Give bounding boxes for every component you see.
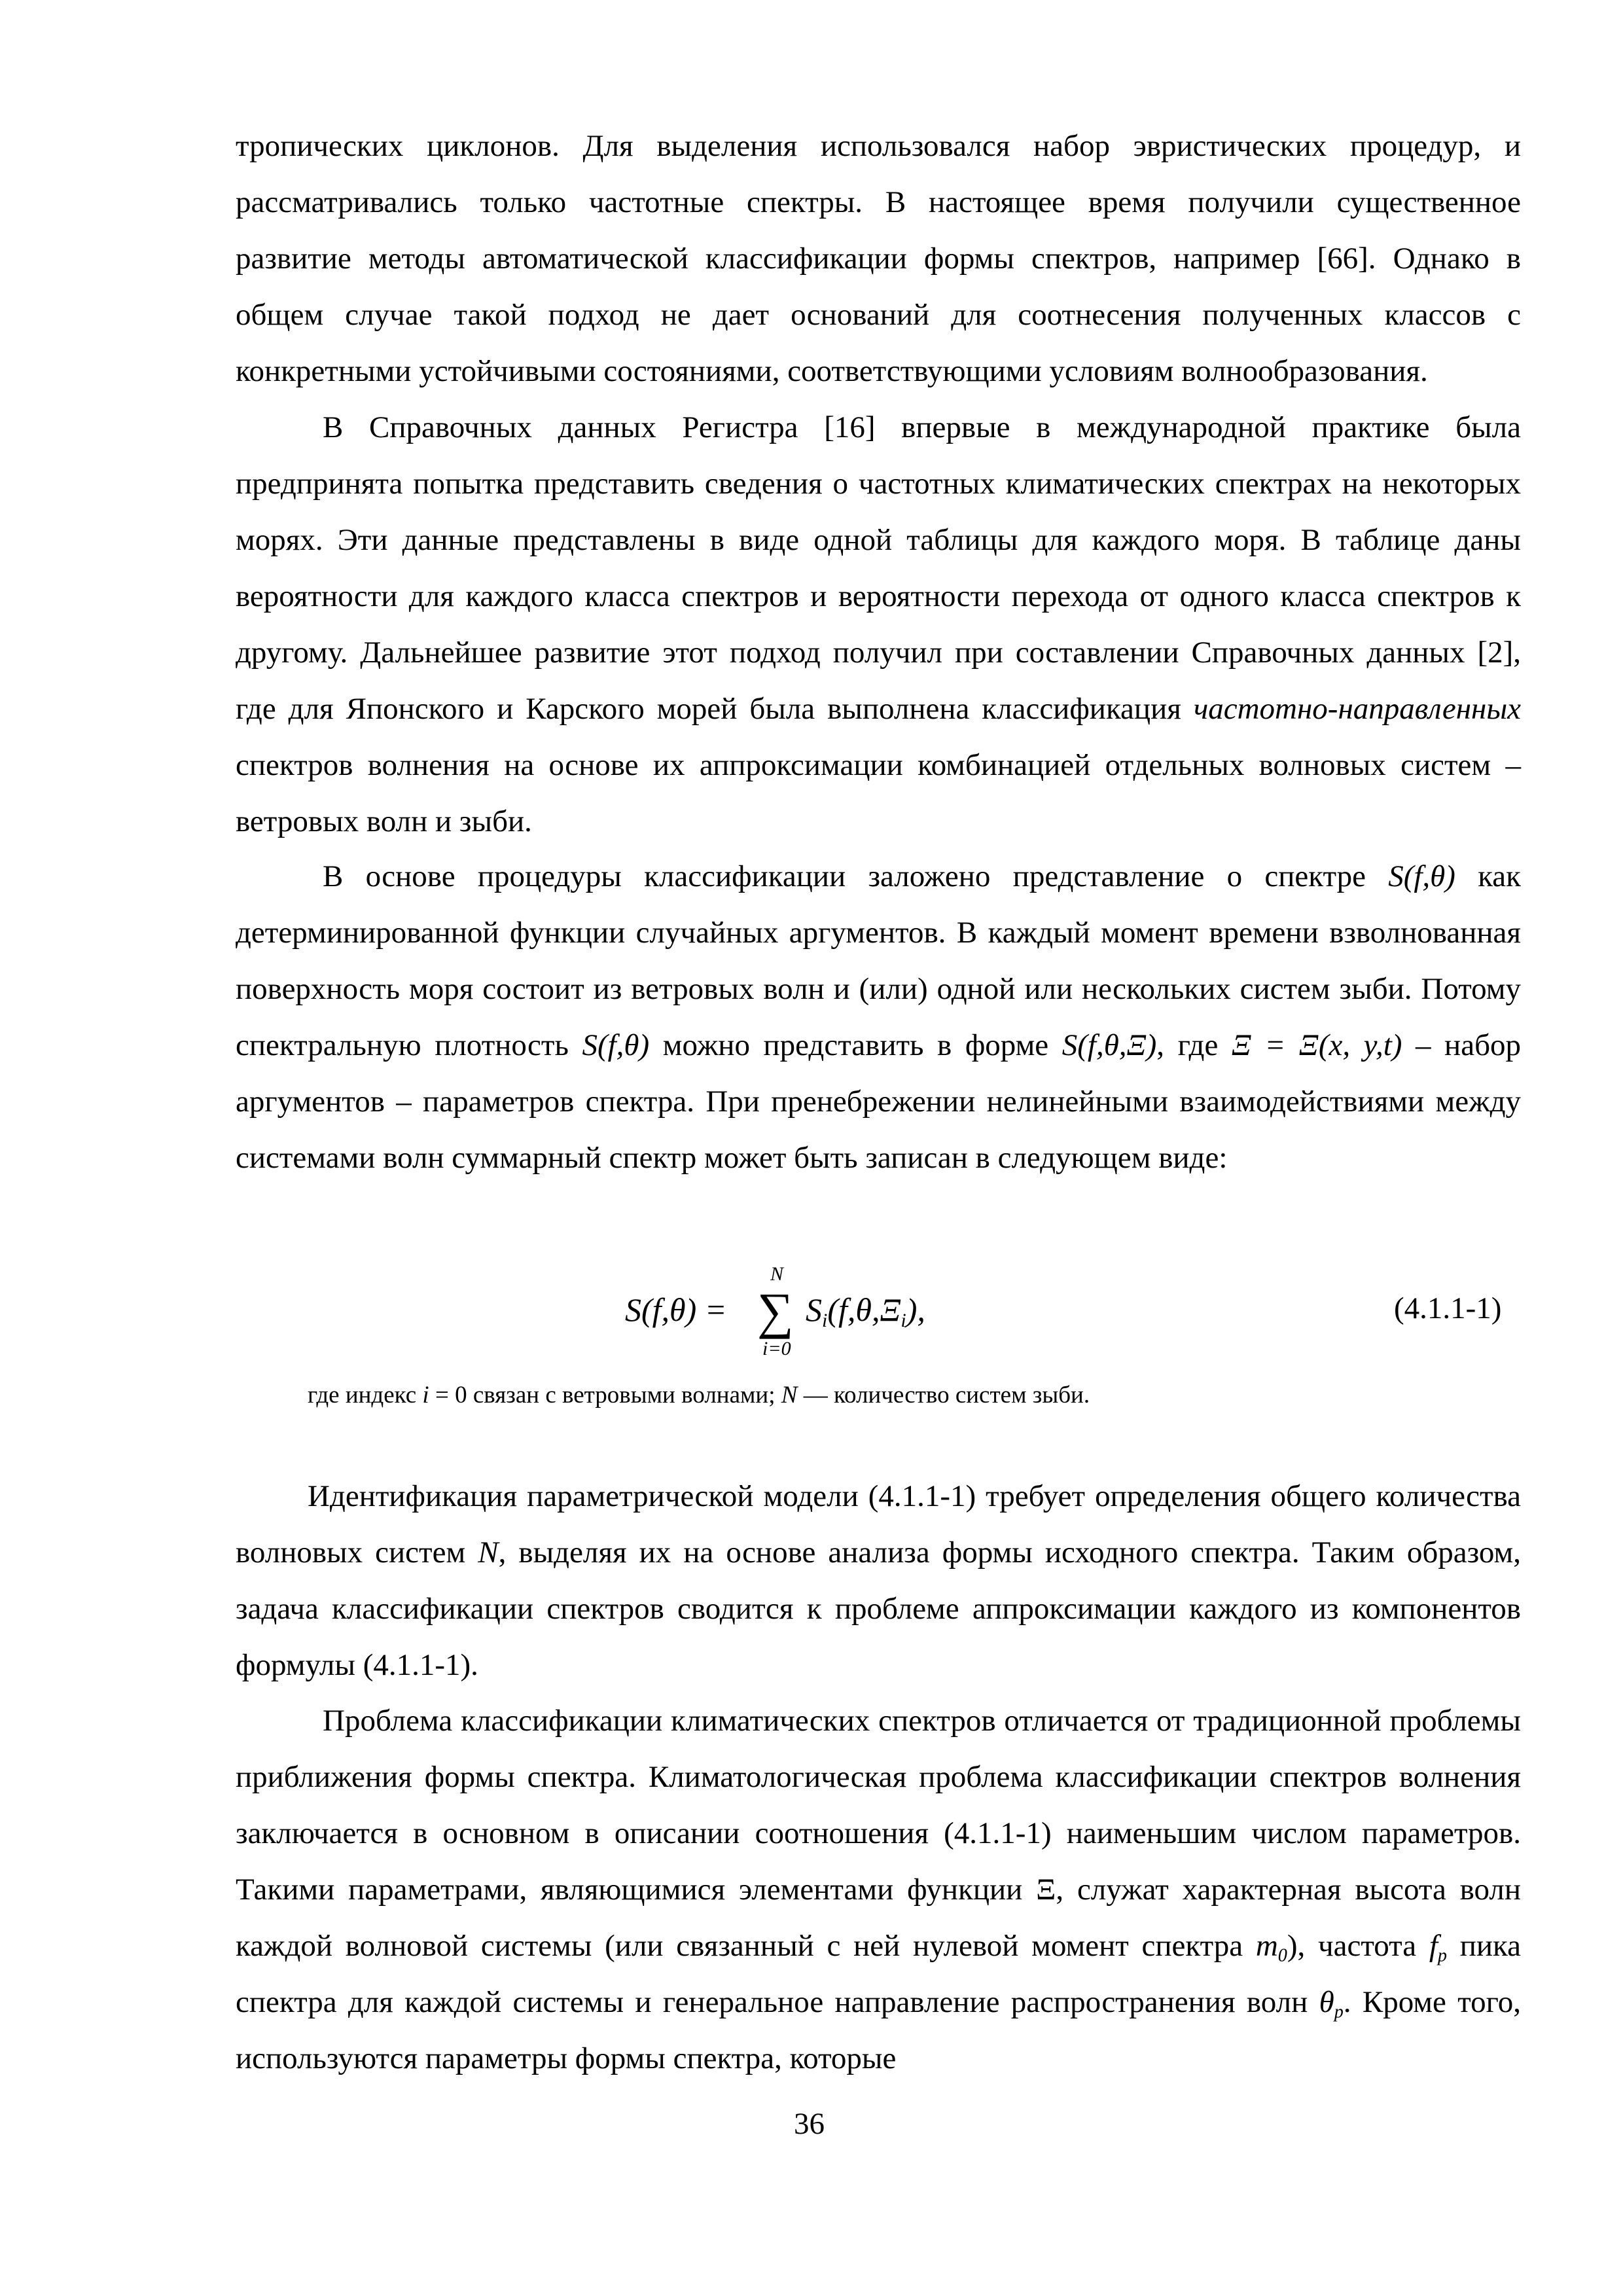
paragraph-2: [236, 399, 1521, 850]
paragraph-3: [236, 848, 1521, 1186]
formula-4-1-1-1: [625, 1257, 991, 1374]
paragraph-1: тропических циклонов. Для выделения использовался набор эвристических процедур, и рассматривались только частотные спектры. В настоящее время получили существенное развитие методы автоматической классификации формы спектров, например [66]. Однако в общем случае такой подход не дает оснований для соотнесения полученных классов с конкретными устойчивыми состояниями, соответствующими условиям волнообразования.: [236, 129, 1521, 388]
paragraph-3-text-b: как детерминированной функции случайных аргументов. В каждый момент времени взволнованная поверхность моря состоит из ветровых волн и (или) одной или нескольких систем зыби. Потому спектральную плотность: [236, 859, 1522, 1062]
formula-rhs: $S_i(f,\theta,\Xi_i)$,: [806, 1291, 925, 1331]
math-xi-args: Ξ = Ξ(x, y,t): [1231, 1028, 1402, 1062]
formula-sum-lower-limit: i=0: [762, 1338, 791, 1359]
math-fp: $f_p$: [1429, 1929, 1448, 1966]
math-m0: $m_0$: [1255, 1929, 1287, 1966]
paragraph-5: Проблема классификации климатических спектров отличается от традиционной проблемы приближения формы спектра. Климатологическая проблема классификации спектров волнения заключается в основном в описании соотношения (4.1.1-1) наименьшим числом параметров. Такими параметрами, являющимися элементами функции Ξ, служат характерная высота волн каждой волновой системы (или связанный с ней нулевой момент спектра $m_0$), частота $f_p$ пика спектра для каждой системы и генеральное направление распространения волн $\theta_p$. Кроме того, используются параметры формы спектра, которые: [236, 1704, 1522, 2075]
page-number: 36: [794, 2107, 825, 2141]
math-spectrum-3: S(f,θ,Ξ): [1061, 1028, 1157, 1062]
formula-lhs: S(f,θ) =: [625, 1291, 727, 1328]
math-spectrum-2: S(f,θ): [582, 1028, 650, 1062]
paragraph-2-text-a: В Справочных данных Регистра [16] впервые в международной практике была предпринята попытка представить сведения о частотных климатических спектрах на некоторых морях. Эти данные представлены в виде одной таблицы для каждого моря. В таблице даны вероятности для каждого класса спектров и вероятности перехода от одного класса спектров к другому. Дальнейшее развитие этот подход получил при составлении Справочных данных [2], где для Японского и Карского морей была выполнена классификация: [236, 410, 1521, 726]
paragraph-3-text-e: – набор аргументов – параметров спектра. При пренебрежении нелинейными взаимодействиями между системами волн суммарный спектр может быть записан в следующем виде:: [236, 1028, 1521, 1175]
math-spectrum-1: S(f,θ): [1388, 859, 1455, 893]
math-theta-p: $\theta_p$: [1319, 1985, 1344, 2022]
paragraph-2-text-b: спектров волнения на основе их аппроксимации комбинацией отдельных волновых систем – ветровых волн и зыби.: [236, 748, 1521, 838]
formula-note: где индекс i = 0 связан с ветровыми волнами; N — количество систем зыби.: [308, 1382, 1090, 1408]
paragraph-3-text-c: можно представить в форме: [662, 1028, 1049, 1062]
formula-sum-symbol: ∑: [757, 1282, 794, 1339]
paragraph-2-emphasis: частотно-направленных: [1193, 692, 1522, 726]
math-n: N: [478, 1535, 499, 1570]
paragraph-3-text-d: , где: [1156, 1028, 1219, 1062]
paragraph-3-text-a: В основе процедуры классификации заложено представление о спектре: [323, 859, 1366, 893]
formula-sum-upper-limit: N: [770, 1263, 784, 1285]
paragraph-4: Идентификация параметрической модели (4.1.1-1) требует определения общего количества волновых систем N, выделяя их на основе анализа формы исходного спектра. Таким образом, задача классификации спектров сводится к проблеме аппроксимации каждого из компонентов формулы (4.1.1-1).: [236, 1479, 1521, 1682]
equation-number: (4.1.1-1): [1394, 1291, 1502, 1325]
